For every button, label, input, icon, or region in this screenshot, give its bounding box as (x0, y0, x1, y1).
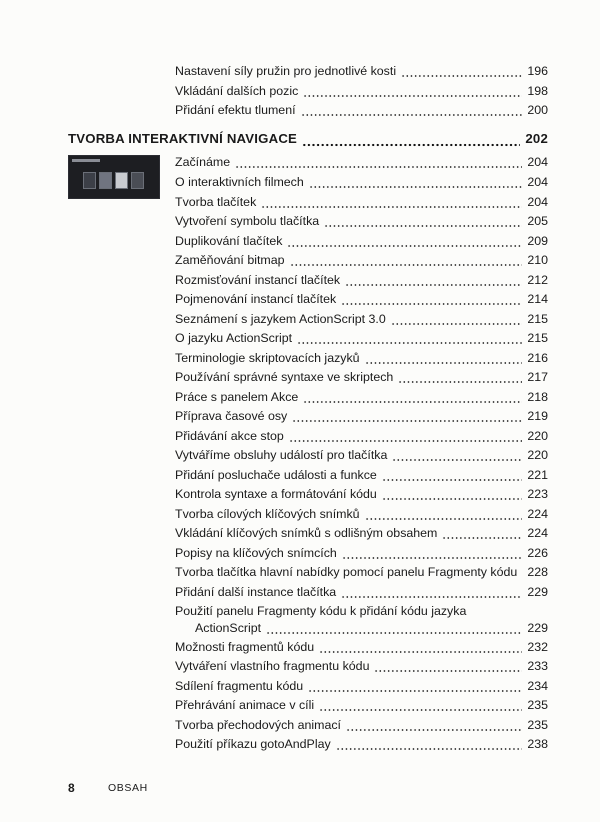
toc-entry-title: Pojmenování instancí tlačítek (175, 292, 337, 306)
dot-leader (319, 695, 522, 715)
footer-page-number: 8 (68, 781, 75, 795)
dot-leader (374, 656, 522, 676)
toc-entry (0, 250, 600, 270)
toc-entry-title: Přidání posluchače události a funkce (175, 468, 377, 482)
dot-leader (342, 543, 522, 563)
toc-entry-title: O jazyku ActionScript (175, 331, 293, 345)
toc-entry-page: 204 (527, 155, 548, 169)
dot-leader (308, 676, 522, 696)
toc-entry-title: Používání správné syntaxe ve skriptech (175, 370, 394, 384)
toc-entry-title: Rozmisťování instancí tlačítek (175, 273, 341, 287)
dot-leader (341, 289, 522, 309)
toc-entry-title: Tvorba cílových klíčových snímků (175, 507, 360, 521)
dot-leader (392, 445, 522, 465)
toc-entry (0, 81, 600, 101)
toc-entry (0, 309, 600, 329)
dot-leader (341, 582, 522, 602)
toc-entry-title: Vkládání klíčových snímků s odlišným obsahem (175, 526, 438, 540)
toc-entry (0, 387, 600, 407)
dot-leader (346, 715, 522, 735)
dot-leader (365, 348, 523, 368)
dot-leader (382, 484, 523, 504)
dot-leader (235, 152, 522, 172)
toc-entry-page: 218 (527, 390, 548, 404)
toc-entry (0, 61, 600, 81)
toc-entry (0, 543, 600, 563)
footer-section-label: OBSAH (108, 782, 148, 794)
toc-entry-page: 224 (527, 526, 548, 540)
toc-entry (0, 100, 600, 120)
chapter-page: 202 (525, 131, 548, 146)
toc-entry-title: Použití panelu Fragmenty kódu k přidání kódu jazyka (175, 604, 467, 618)
toc-entry-page: 196 (527, 64, 548, 78)
toc-entry-title: Vytvoření symbolu tlačítka (175, 214, 320, 228)
toc-entry-title: Přidávání akce stop (175, 429, 284, 443)
toc-entry-title: Příprava časové osy (175, 409, 288, 423)
dot-leader (345, 270, 522, 290)
toc-entry-page: 219 (527, 409, 548, 423)
toc-entry-title: Sdílení fragmentu kódu (175, 679, 304, 693)
toc-entry-title: Přidání efektu tlumení (175, 103, 296, 117)
toc-entry-title: Přidání další instance tlačítka (175, 585, 337, 599)
dot-leader (292, 406, 522, 426)
toc-entry-title: Vytváření vlastního fragmentu kódu (175, 659, 370, 673)
toc-entry-continuation (0, 618, 600, 638)
toc-entry-page: 235 (527, 718, 548, 732)
toc-entry-page: 214 (527, 292, 548, 306)
toc-entry-title: Začínáme (175, 155, 231, 169)
dot-leader (289, 426, 522, 446)
dot-leader (382, 465, 522, 485)
toc-entry (0, 289, 600, 309)
toc-entry-page: 234 (527, 679, 548, 693)
toc-entry-title: Použití příkazu gotoAndPlay (175, 737, 331, 751)
toc-entry-page: 212 (527, 273, 548, 287)
toc-entry (0, 445, 600, 465)
toc-entry-title: Zaměňování bitmap (175, 253, 285, 267)
toc-entry-page: 204 (527, 175, 548, 189)
dot-leader (398, 367, 522, 387)
toc-entry (0, 523, 600, 543)
dot-leader (287, 231, 522, 251)
toc-entry-title: Vytváříme obsluhy událostí pro tlačítka (175, 448, 388, 462)
toc-entry-title: Terminologie skriptovacích jazyků (175, 351, 360, 365)
dot-leader (401, 61, 522, 81)
toc-entry (0, 656, 600, 676)
toc-entry (0, 426, 600, 446)
dot-leader (261, 192, 522, 212)
toc-entry-page: 216 (527, 351, 548, 365)
toc-entry (0, 192, 600, 212)
toc-entry (0, 734, 600, 754)
toc-entry (0, 367, 600, 387)
chapter-title: TVORBA INTERAKTIVNÍ NAVIGACE (68, 131, 298, 146)
toc-entry (0, 562, 600, 582)
toc-entry-title: Možnosti fragmentů kódu (175, 640, 315, 654)
toc-entry-page: 229 (527, 585, 548, 599)
toc-entry-page: 233 (527, 659, 548, 673)
toc-entry-page: 235 (527, 698, 548, 712)
toc-entry (0, 715, 600, 735)
toc-entry (0, 211, 600, 231)
toc-entry (0, 637, 600, 657)
dot-leader (319, 637, 522, 657)
toc-entry (0, 231, 600, 251)
toc-entry-page: 209 (527, 234, 548, 248)
toc-entry-title: Popisy na klíčových snímcích (175, 546, 337, 560)
toc-entry-title: Nastavení síly pružin pro jednotlivé kosti (175, 64, 397, 78)
toc-entry (0, 270, 600, 290)
toc-entry-page: 204 (527, 195, 548, 209)
toc-entry-title: Tvorba tlačítek (175, 195, 257, 209)
dot-leader (324, 211, 522, 231)
toc-entry-title: Tvorba přechodových animací (175, 718, 341, 732)
toc-entry-title: O interaktivních filmech (175, 175, 304, 189)
toc-entry-page: 232 (527, 640, 548, 654)
toc-entry-page: 238 (527, 737, 548, 751)
dot-leader (301, 100, 523, 120)
toc-entry (0, 328, 600, 348)
chapter-heading (0, 128, 600, 150)
toc-entry-title: Seznámení s jazykem ActionScript 3.0 (175, 312, 386, 326)
dot-leader (391, 309, 523, 329)
toc-entry-page: 198 (527, 84, 548, 98)
toc-entry-title: ActionScript (195, 621, 262, 635)
toc-entry (0, 484, 600, 504)
toc-entry-page: 224 (527, 507, 548, 521)
dot-leader (303, 81, 522, 101)
dot-leader (309, 172, 523, 192)
toc-entry-page: 220 (527, 448, 548, 462)
dot-leader (297, 328, 522, 348)
toc-entry-page: 200 (527, 103, 548, 117)
toc-entry-page: 205 (527, 214, 548, 228)
toc-entry (0, 348, 600, 368)
toc-entry-page: 210 (527, 253, 548, 267)
toc-entry (0, 676, 600, 696)
toc-entry-page: 226 (527, 546, 548, 560)
toc-entry-title: Práce s panelem Akce (175, 390, 299, 404)
dot-leader (365, 504, 523, 524)
toc-entry-title: Přehrávání animace v cíli (175, 698, 315, 712)
toc-entry-page: 228 (527, 565, 548, 579)
dot-leader (290, 250, 523, 270)
toc-entry (0, 582, 600, 602)
dot-leader (302, 128, 520, 150)
toc-entry (0, 695, 600, 715)
dot-leader (442, 523, 522, 543)
toc-entry-page: 215 (527, 312, 548, 326)
toc-entry (0, 172, 600, 192)
toc-entry-page: 229 (527, 621, 548, 635)
toc-entry-page: 223 (527, 487, 548, 501)
dot-leader (266, 618, 522, 638)
toc-entry-page: 220 (527, 429, 548, 443)
toc-entry-title: Tvorba tlačítka hlavní nabídky pomocí panelu Fragmenty kódu (175, 565, 518, 579)
toc-entry (0, 152, 600, 172)
toc-entry (0, 504, 600, 524)
toc-entry (0, 406, 600, 426)
dot-leader (303, 387, 522, 407)
toc-entry (0, 465, 600, 485)
toc-entry-page: 221 (527, 468, 548, 482)
toc-entry-title: Duplikování tlačítek (175, 234, 283, 248)
toc-entry-page: 215 (527, 331, 548, 345)
toc-entry-title: Kontrola syntaxe a formátování kódu (175, 487, 377, 501)
dot-leader (336, 734, 523, 754)
toc-entry-page: 217 (527, 370, 548, 384)
toc-entry-title: Vkládání dalších pozic (175, 84, 299, 98)
